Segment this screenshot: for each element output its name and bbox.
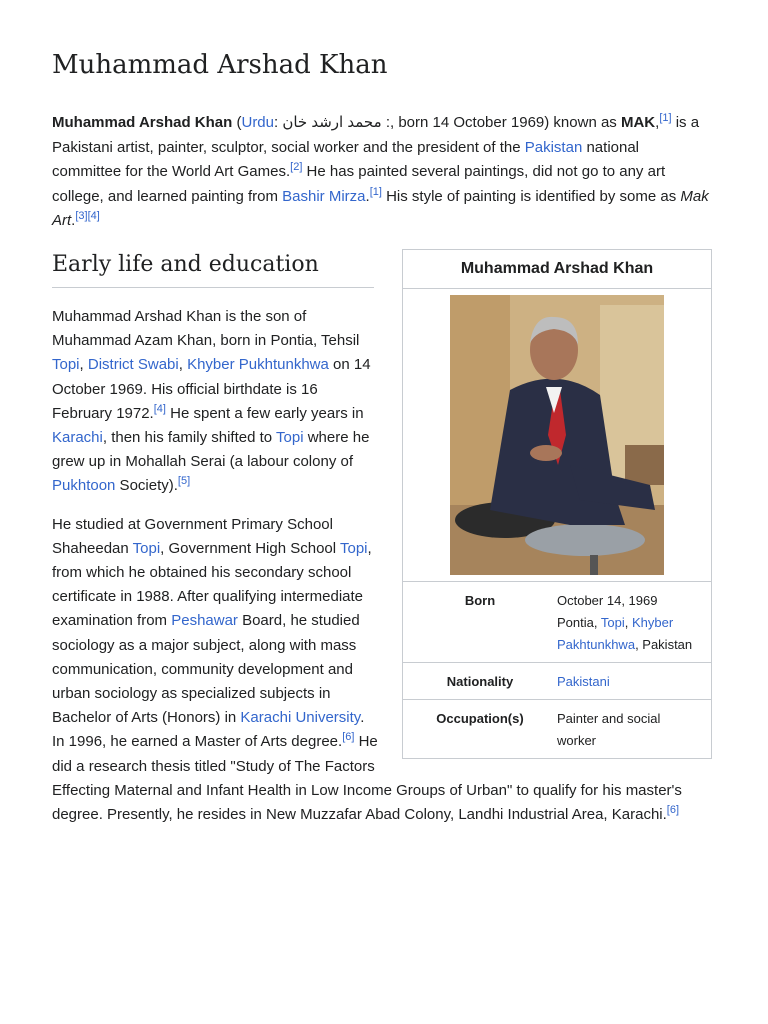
link-topi-2[interactable]: Topi bbox=[276, 429, 304, 447]
infobox-value-occupation: Painter and social worker bbox=[557, 711, 661, 748]
portrait-photo[interactable] bbox=[450, 295, 664, 575]
link-topi-3[interactable]: Topi bbox=[132, 539, 161, 557]
infobox-label-nationality: Nationality bbox=[446, 674, 514, 689]
citation-6[interactable]: [6] bbox=[342, 731, 355, 744]
infobox-row-born bbox=[403, 582, 711, 663]
link-urdu[interactable]: Urdu bbox=[241, 114, 274, 131]
link-topi-4[interactable]: Topi bbox=[340, 539, 368, 557]
paragraph-early-life: Muhammad Arshad Khan is the son of Muhammad Azam Khan, born in Pontia, Tehsil Topi, District Swabi, Khyber Pukhtunkhwa on 14 October 1969. His official birthdate is 16 February 1972.[4] He spent a few early years in Karachi, then his family shifted to Topi where he grew up in Mohallah Serai (a labour colony of Pukhtoon Society).[5] bbox=[52, 308, 371, 495]
link-topi[interactable]: Topi bbox=[52, 356, 80, 374]
citation-4[interactable]: [4] bbox=[153, 402, 166, 415]
link-pakistan[interactable]: Pakistan bbox=[524, 138, 583, 156]
mak-art: Mak Art bbox=[52, 187, 709, 229]
section-heading-early-life: Early life and education bbox=[52, 252, 374, 288]
intro-paragraph: Muhammad Arshad Khan (Urdu: محمد ارشد خان :, born 14 October 1969) known as MAK,[1] is a Pakistani artist, painter, sculptor, social worker and the president of the Pakistan national committee for the World Art Games.[2] He has painted several paintings, did not go to any art college, and learned painting from Bashir Mirza.[1] His style of painting is identified by some as Mak Art.[3][4] bbox=[52, 112, 709, 229]
infobox-title: Muhammad Arshad Khan bbox=[403, 250, 711, 289]
link-khyber-pukhtunkhwa[interactable]: Khyber Pukhtunkhwa bbox=[187, 356, 329, 374]
link-karachi-university[interactable]: Karachi University bbox=[240, 709, 361, 727]
link-pakistani[interactable]: Pakistani bbox=[557, 674, 610, 689]
subject-name: Muhammad Arshad Khan bbox=[52, 114, 233, 131]
infobox-image[interactable] bbox=[403, 289, 711, 582]
link-karachi[interactable]: Karachi bbox=[52, 429, 103, 447]
page-title: Muhammad Arshad Khan bbox=[52, 50, 388, 80]
infobox-row-nationality bbox=[403, 663, 711, 700]
link-district-swabi[interactable]: District Swabi bbox=[87, 356, 179, 374]
citation-5[interactable]: [5] bbox=[177, 475, 191, 488]
infobox-label-born: Born bbox=[464, 593, 496, 608]
citation-1[interactable]: [1] bbox=[659, 112, 672, 124]
infobox bbox=[402, 249, 712, 759]
citation-1b[interactable]: [1] bbox=[369, 185, 382, 198]
infobox-row-occupation bbox=[403, 700, 711, 758]
paragraph-education: He studied at Government Primary School Shaheedan Topi, Government High School Topi, from which he obtained his secondary school certificate in 1988. After qualifying intermediate examination from Peshawar Board, he studied sociology as a major subject, along with mass communication, community development and urban sociology as specialized subjects in Bachelor of Arts (Honors) in Karachi University. In 1996, he earned a Master of Arts degree.[6] He did a research thesis titled "Study of The Factors Effecting Maternal and Infant Health in Low Income Groups of Urban" to qualify for his master's degree. Presently, he resides in New Muzzafar Abad Colony, Landhi Industrial Area, Karachi.[6] bbox=[52, 515, 682, 824]
link-peshawar[interactable]: Peshawar bbox=[171, 612, 238, 630]
nickname: MAK bbox=[620, 114, 656, 131]
link-bashir-mirza[interactable]: Bashir Mirza bbox=[282, 187, 366, 205]
portrait-illustration bbox=[450, 295, 664, 575]
link-born-topi[interactable]: Topi bbox=[600, 615, 625, 630]
link-born-kp[interactable]: Khyber Pakhtunkhwa bbox=[557, 615, 674, 652]
citation-3-4[interactable]: [3][4] bbox=[75, 210, 100, 222]
citation-2[interactable]: [2] bbox=[290, 161, 303, 173]
link-pukhtoon[interactable]: Pukhtoon bbox=[52, 477, 116, 495]
infobox-label-occupation: Occupation(s) bbox=[436, 711, 524, 726]
infobox-value-born: October 14, 1969 Pontia, Topi, Khyber Pakhtunkhwa, Pakistan bbox=[557, 593, 693, 652]
citation-6b[interactable]: [6] bbox=[666, 804, 680, 817]
